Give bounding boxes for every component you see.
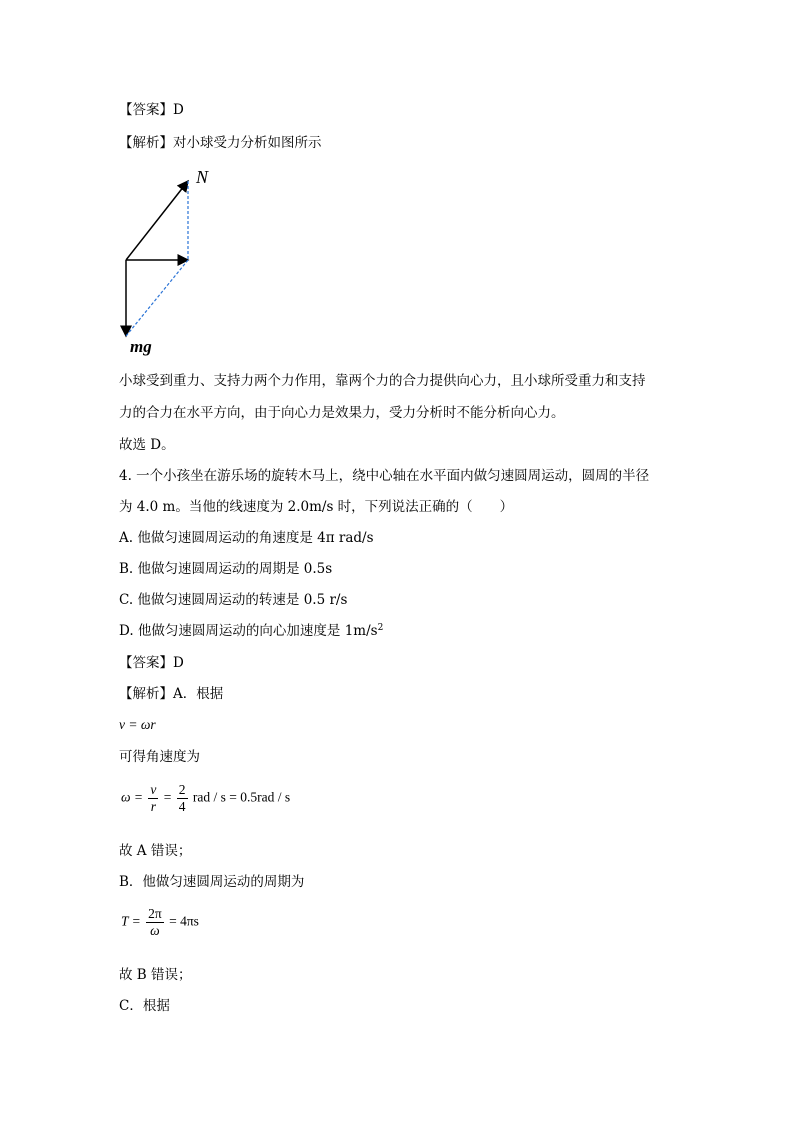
- fraction: [146, 906, 164, 939]
- text-line: C．根据: [119, 998, 170, 1014]
- text-line: 可得角速度为: [119, 749, 200, 765]
- question-line: 为 4.0 m。当他的线速度为 2.0m/s 时，下列说法正确的（ ）: [119, 499, 514, 515]
- option-d-sup: 2: [377, 623, 384, 633]
- paragraph-line: 小球受到重力、支持力两个力作用，靠两个力的合力提供向心力，且小球所受重力和支持: [119, 373, 646, 389]
- analysis-label: 【解析】: [119, 686, 173, 702]
- formula-omega: [121, 782, 290, 815]
- analysis-text: 对小球受力分析如图所示: [173, 135, 322, 151]
- t-rhs: = 4πs: [169, 913, 199, 929]
- paragraph-line: 力的合力在水平方向，由于向心力是效果力，受力分析时不能分析向心力。: [119, 405, 565, 421]
- omega-rhs: rad / s = 0.5rad / s: [192, 789, 291, 805]
- answer-line: [119, 101, 184, 119]
- dashed-diagonal: [126, 260, 188, 336]
- fraction: [148, 782, 158, 815]
- label-n: N: [196, 167, 209, 187]
- frac-num: v: [150, 782, 157, 797]
- option-d-text: D. 他做匀速圆周运动的向心加速度是 1m/s: [119, 623, 378, 639]
- t-lhs: T =: [121, 913, 141, 929]
- answer-value: D: [173, 655, 184, 671]
- frac-den: 4: [178, 799, 186, 814]
- formula-t: [121, 906, 199, 939]
- option-b: B. 他做匀速圆周运动的周期是 0.5s: [119, 561, 333, 577]
- option-a: A. 他做匀速圆周运动的角速度是 4π rad/s: [119, 530, 374, 546]
- answer-label: 【答案】: [119, 102, 173, 118]
- frac-den: r: [150, 799, 157, 814]
- omega-lhs: ω =: [121, 789, 144, 805]
- text-line: B．他做匀速圆周运动的周期为: [119, 874, 305, 890]
- answer-value: D: [173, 102, 184, 118]
- frac-den: ω: [150, 923, 160, 938]
- conclusion-line: 故 A 错误；: [119, 843, 192, 859]
- frac-num: 2: [178, 782, 186, 797]
- frac-num: 2π: [148, 906, 162, 921]
- question-line: 4. 一个小孩坐在游乐场的旋转木马上，绕中心轴在水平面内做匀速圆周运动，圆周的半径: [119, 468, 650, 484]
- analysis-line: [119, 134, 322, 152]
- fraction: [177, 782, 188, 815]
- force-diagram: [112, 164, 222, 364]
- equals: =: [163, 789, 172, 805]
- label-mg: mg: [130, 337, 152, 356]
- conclusion-line: 故 B 错误；: [119, 967, 192, 983]
- analysis-text: A．根据: [173, 686, 224, 702]
- option-c: C. 他做匀速圆周运动的转速是 0.5 r/s: [119, 592, 348, 608]
- conclusion-line: 故选 D。: [119, 437, 175, 453]
- analysis-line: [119, 685, 223, 703]
- answer-line: [119, 654, 184, 672]
- option-d: [119, 622, 383, 640]
- formula-v: v = ωr: [119, 717, 156, 732]
- answer-label: 【答案】: [119, 655, 173, 671]
- normal-force-arrow: [126, 181, 188, 260]
- analysis-label: 【解析】: [119, 135, 173, 151]
